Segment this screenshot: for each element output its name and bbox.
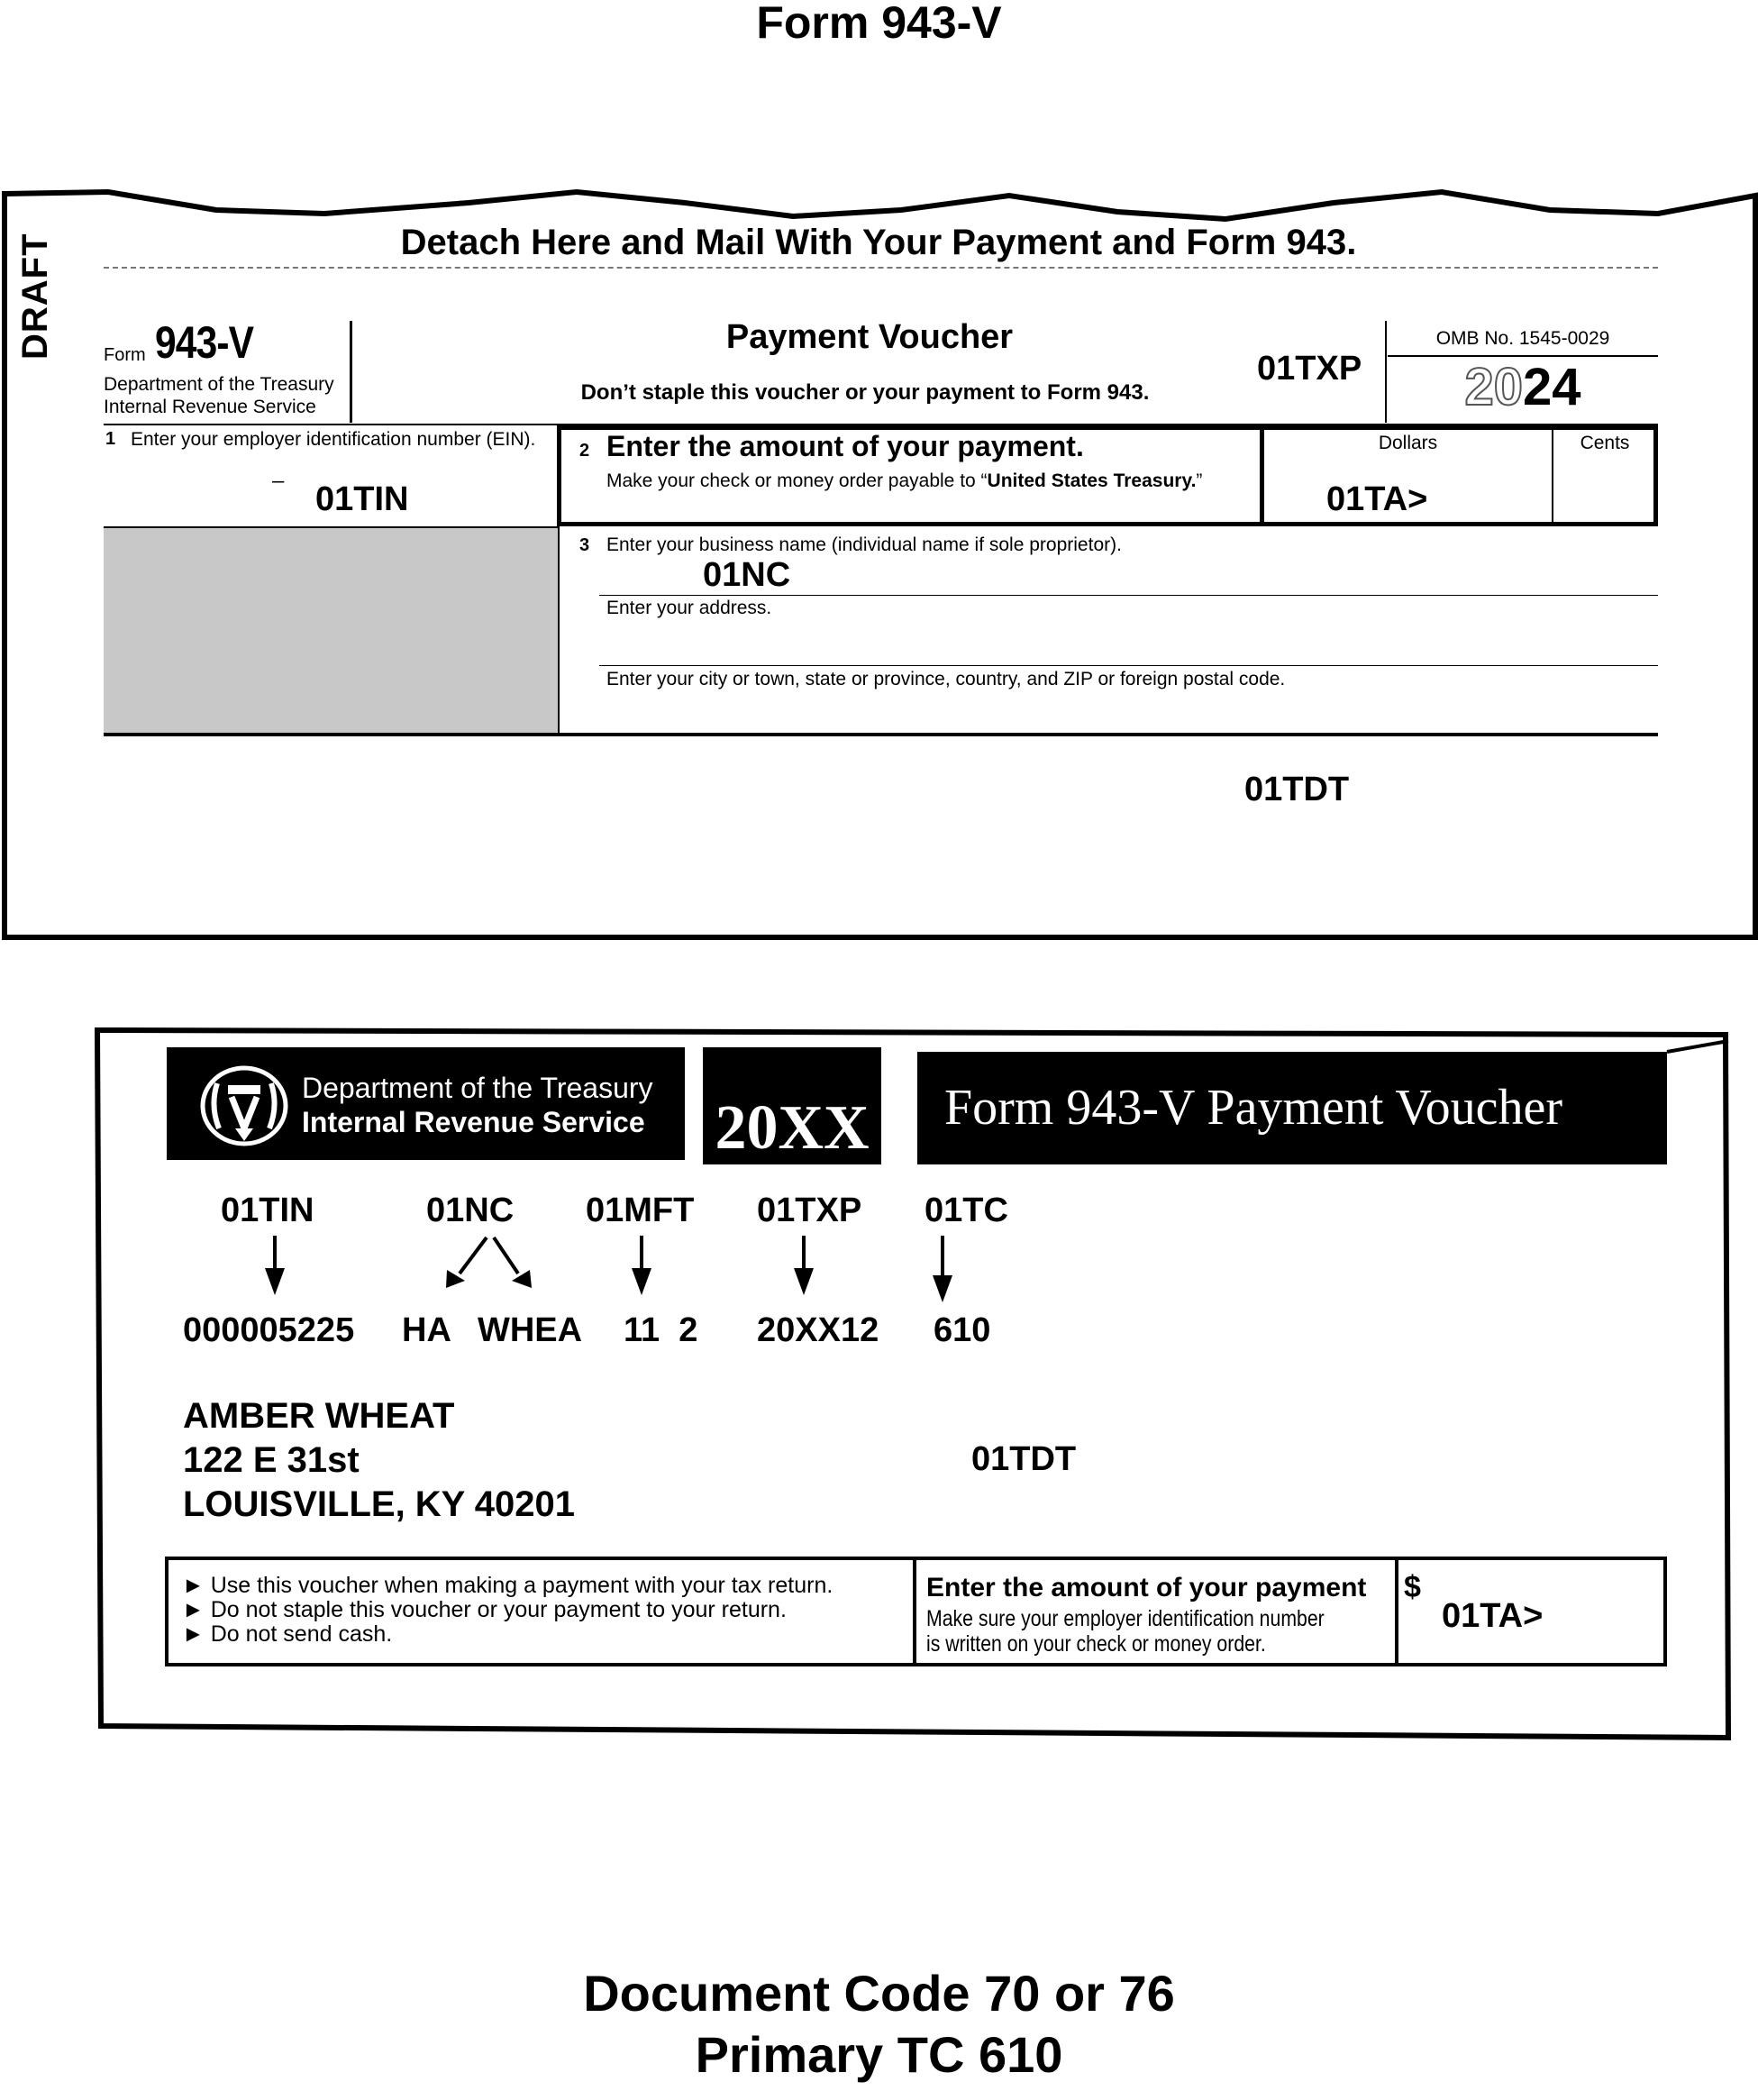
detach-instruction: Detach Here and Mail With Your Payment and Form 943. bbox=[400, 223, 1357, 262]
ein-dash: – bbox=[272, 469, 285, 493]
omb-rule bbox=[1388, 355, 1658, 357]
payable-to-note bbox=[606, 470, 1202, 492]
taxpayer-street: 122 E 31st bbox=[183, 1440, 360, 1480]
instruction-item: ► Use this voucher when making a payment with your tax return. bbox=[182, 1573, 833, 1598]
amount-divider-bottom bbox=[1395, 1557, 1398, 1666]
tdt-code: 01TDT bbox=[1244, 771, 1350, 808]
arrow-nc-right-head bbox=[512, 1270, 532, 1288]
tax-year bbox=[1388, 358, 1658, 416]
tin-value: 000005225 bbox=[183, 1311, 355, 1349]
irs-agency-name: Internal Revenue Service bbox=[302, 1106, 645, 1138]
taxpayer-city: LOUISVILLE, KY 40201 bbox=[183, 1484, 575, 1524]
header-divider-left bbox=[350, 321, 352, 423]
code-arrows bbox=[0, 1230, 1758, 1302]
enter-amount-label: Enter the amount of your payment bbox=[926, 1573, 1367, 1602]
code-label-mft: 01MFT bbox=[586, 1192, 695, 1229]
document-code: Document Code 70 or 76 bbox=[583, 1965, 1175, 2022]
dollars-label: Dollars bbox=[1378, 433, 1438, 453]
agency-name: Internal Revenue Service bbox=[104, 397, 316, 417]
code-label-txp: 01TXP bbox=[757, 1192, 862, 1229]
left-column-divider bbox=[558, 425, 560, 735]
txp-code: 01TXP bbox=[1257, 350, 1362, 388]
ein-field[interactable]: 01TIN bbox=[315, 480, 409, 518]
department-name: Department of the Treasury bbox=[104, 374, 334, 395]
draft-label: DRAFT bbox=[15, 233, 55, 360]
voucher-title-header bbox=[917, 1052, 1667, 1164]
shaded-area bbox=[104, 528, 559, 733]
payable-to-prefix: Make your check or money order payable to “ bbox=[606, 470, 988, 491]
voucher-year: 20XX bbox=[715, 1093, 870, 1163]
name-rule bbox=[599, 595, 1658, 596]
instruction-divider bbox=[913, 1557, 916, 1666]
year-header bbox=[703, 1047, 881, 1164]
code-label-nc: 01NC bbox=[426, 1192, 515, 1229]
arrow-txp-head bbox=[794, 1268, 814, 1295]
tdt-code-bottom: 01TDT bbox=[971, 1440, 1077, 1478]
tax-year-outline: 20 bbox=[1464, 358, 1523, 416]
instruction-item: ► Do not staple this voucher or your payment to your return. bbox=[182, 1597, 787, 1622]
line2-number: 2 bbox=[579, 441, 590, 461]
primary-tc: Primary TC 610 bbox=[695, 2026, 1063, 2083]
payment-amount-field[interactable]: 01TA> bbox=[1442, 1597, 1544, 1635]
cents-label: Cents bbox=[1580, 433, 1630, 453]
arrow-nc-right bbox=[494, 1237, 518, 1274]
code-label-tin: 01TIN bbox=[221, 1192, 314, 1229]
form-bottom-rule bbox=[104, 733, 1658, 736]
taxpayer-name: AMBER WHEAT bbox=[183, 1396, 455, 1436]
form-word: Form bbox=[104, 345, 146, 365]
line3-number: 3 bbox=[579, 535, 590, 555]
no-staple-notice: Don’t staple this voucher or your payment to Form 943. bbox=[580, 380, 1150, 405]
address-label: Enter your address. bbox=[606, 598, 772, 618]
amount-dollars-field[interactable]: 01TA> bbox=[1326, 480, 1428, 518]
irs-department-name: Department of the Treasury bbox=[302, 1072, 653, 1104]
address-rule bbox=[599, 665, 1658, 666]
detach-cut-line bbox=[104, 267, 1658, 269]
code-label-tc: 01TC bbox=[925, 1192, 1008, 1229]
payable-to-payee: United States Treasury. bbox=[987, 470, 1197, 491]
business-name-field[interactable]: 01NC bbox=[703, 556, 791, 594]
header-divider-right bbox=[1385, 321, 1387, 423]
voucher-heading: Payment Voucher bbox=[725, 318, 1014, 356]
document-code-footer bbox=[0, 1963, 1758, 2086]
instruction-item: ► Do not send cash. bbox=[182, 1621, 393, 1647]
arrow-mft-head bbox=[632, 1268, 651, 1295]
arrow-tin-head bbox=[265, 1268, 285, 1295]
form-number: 943-V bbox=[155, 317, 254, 368]
irs-header bbox=[167, 1047, 685, 1160]
voucher-title: Form 943-V Payment Voucher bbox=[944, 1080, 1562, 1136]
make-sure-note-line1: Make sure your employer identification number bbox=[926, 1606, 1325, 1631]
city-label: Enter your city or town, state or province, country, and ZIP or foreign postal code. bbox=[606, 669, 1286, 689]
make-sure-note-line2: is written on your check or money order. bbox=[926, 1631, 1266, 1657]
amount-label: Enter the amount of your payment. bbox=[606, 430, 1084, 462]
arrow-tc-head bbox=[933, 1275, 952, 1302]
mft-value: 11 2 bbox=[624, 1311, 698, 1349]
dollar-sign: $ bbox=[1404, 1570, 1421, 1604]
txp-value: 20XX12 bbox=[757, 1311, 879, 1349]
name-control-part2: WHEA bbox=[478, 1311, 583, 1349]
tc-value: 610 bbox=[934, 1311, 991, 1349]
payable-to-suffix: ” bbox=[1196, 470, 1203, 491]
line1-number: 1 bbox=[105, 429, 116, 449]
business-name-label: Enter your business name (individual name if sole proprietor). bbox=[606, 534, 1122, 555]
irs-eagle-icon bbox=[199, 1065, 289, 1146]
name-control-part1: HA bbox=[402, 1311, 451, 1349]
arrow-nc-left bbox=[460, 1237, 487, 1274]
omb-number: OMB No. 1545-0029 bbox=[1435, 328, 1610, 349]
ein-label: Enter your employer identification number (EIN). bbox=[131, 429, 536, 450]
page-title: Form 943-V bbox=[756, 0, 1002, 48]
tax-year-bold: 24 bbox=[1523, 358, 1581, 416]
